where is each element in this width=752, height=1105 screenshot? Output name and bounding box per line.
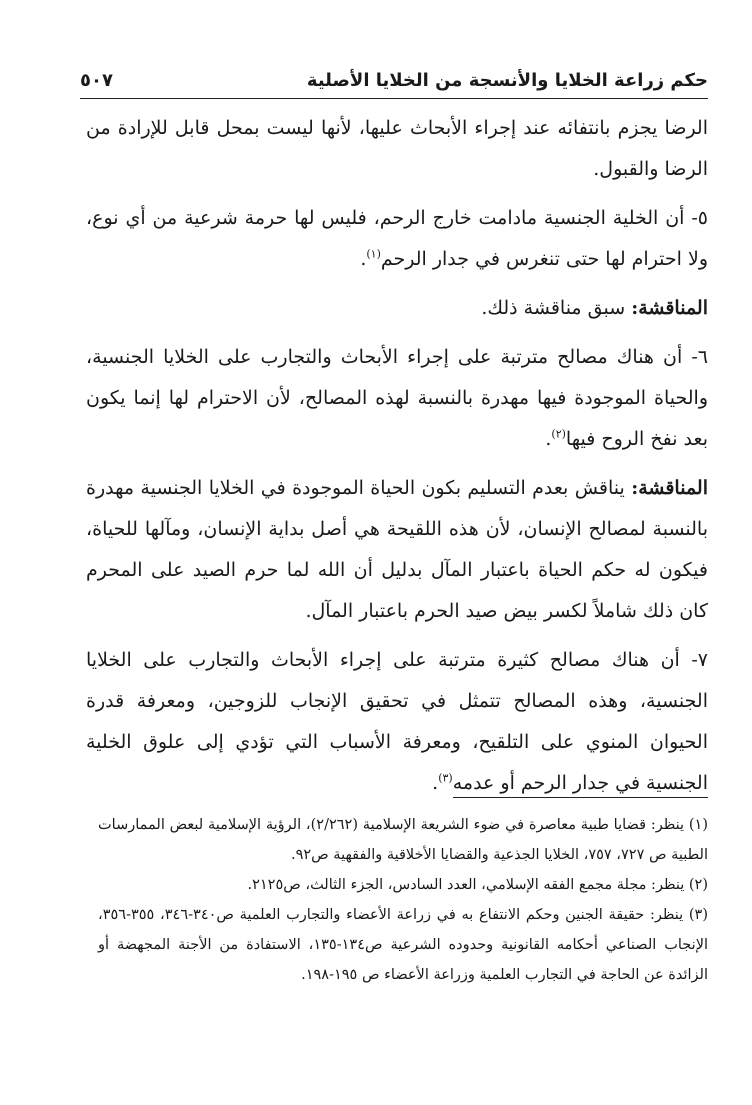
footnote-ref: (٢) [551,427,566,441]
paragraph [86,108,708,190]
main-text [86,108,708,812]
paragraph [86,288,708,329]
footnotes [98,810,708,990]
paragraph: ٧- أن هناك مصالح كثيرة مترتبة على إجراء الأبحاث والتجارب على الخلايا الجنسية، وهذه المصالح تتمثل في تحقيق الإنجاب للزوجين، ومعرفة قدرة الحيوان المنوي على التلقيح، ومعرفة الأسباب التي تؤدي إلى علوق الخلية الجنسية في جدار الرحم أو عدمه$^{(٣)}$. [86,649,708,794]
footnote-ref: (١) [366,247,381,261]
paragraph: ٥- أن الخلية الجنسية مادامت خارج الرحم، فليس لها حرمة شرعية من أي نوع، ولا احترام لها حتى تنغرس في جدار الرحم$^{(١)}$. [86,207,708,270]
paragraph-text: ٥- أن الخلية الجنسية مادامت خارج الرحم، فليس لها حرمة شرعية من أي نوع، ولا احترام لها حتى تنغرس في جدار الرحم [86,207,708,270]
footnote-ref: (٣) [438,771,453,785]
paragraph: ٦- أن هناك مصالح مترتبة على إجراء الأبحاث والتجارب على الخلايا الجنسية، والحياة الموجودة فيها مهدرة بالنسبة لهذه المصالح، لأن الاحترام لها إنما يكون بعد نفخ الروح فيها$^{(٢)}$. [86,346,708,450]
paragraph-text: الرضا يجزم بانتفائه عند إجراء الأبحاث عليها، لأنها ليست بمحل قابل للإرادة من الرضا والقبول. [86,117,708,180]
discussion-label: المناقشة: [631,477,708,499]
page-number: ٥٠٧ [80,70,113,91]
footnote: (٣) ينظر: حقيقة الجنين وحكم الانتفاع به في زراعة الأعضاء والتجارب العلمية ص٣٤٠-٣٤٦، ٣٥٥-٣٥٦، الإنجاب الصناعي أحكامه القانونية وحدوده الشرعية ص١٣٤-١٣٥، الاستفادة من الأجنة المجهضة أو الزائدة عن الحاجة في التجارب العلمية وزراعة الأعضاء ص ١٩٥-١٩٨. [98,907,708,983]
running-title: حكم زراعة الخلايا والأنسجة من الخلايا الأصلية [306,70,708,91]
paragraph-text: يناقش بعدم التسليم بكون الحياة الموجودة في الخلايا الجنسية مهدرة بالنسبة لمصالح الإنسان، لأن هذه اللقيحة هي أصل بداية الإنسان، ومآلها للحياة، فيكون له حكم الحياة باعتبار المآل بدليل أن الله لما حرم الصيد على المحرم كان ذلك شاملاً لكسر بيض صيد الحرم باعتبار المآل. [86,477,708,622]
discussion-label: المناقشة: [631,297,708,319]
paragraph [86,468,708,632]
header-rule [80,98,708,99]
paragraph-text: سبق مناقشة ذلك. [481,297,632,319]
paragraph-text: ٦- أن هناك مصالح مترتبة على إجراء الأبحاث والتجارب على الخلايا الجنسية، والحياة الموجودة فيها مهدرة بالنسبة لهذه المصالح، لأن الاحترام لها إنما يكون بعد نفخ الروح فيها [86,346,708,450]
footnote: (١) ينظر: قضايا طبية معاصرة في ضوء الشريعة الإسلامية (٢/٢٦٢)، الرؤية الإسلامية لبعض الممارسات الطبية ص ٧٢٧، ٧٥٧، الخلايا الجذعية والقضايا الأخلاقية والفقهية ص٩٢. [98,817,708,863]
footnote-separator [453,797,708,798]
paragraph-text: ٧- أن هناك مصالح كثيرة مترتبة على إجراء الأبحاث والتجارب على الخلايا الجنسية، وهذه المصالح تتمثل في تحقيق الإنجاب للزوجين، ومعرفة قدرة الحيوان المنوي على التلقيح، ومعرفة الأسباب التي تؤدي إلى علوق الخلية الجنسية في جدار الرحم أو عدمه [86,649,708,794]
running-header [80,64,708,98]
footnote: (٢) ينظر: مجلة مجمع الفقه الإسلامي، العدد السادس، الجزء الثالث، ص٢١٢٥. [247,877,708,893]
